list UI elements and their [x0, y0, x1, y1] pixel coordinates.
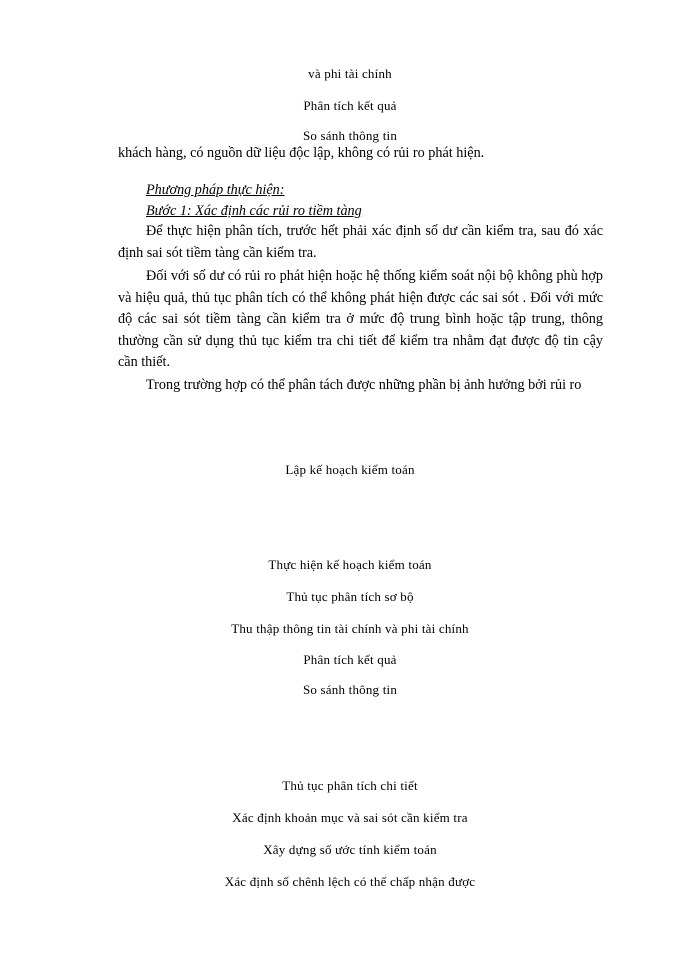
diagram-analyze-label: Phân tích kết quả	[303, 652, 397, 667]
paragraph-1: Để thực hiện phân tích, trước hết phải xác định số dư cần kiểm tra, sau đó xác định sai sót tiềm tàng cần kiểm tra.	[118, 223, 603, 261]
diagram-plan-label: Lập kế hoạch kiểm toán	[285, 462, 415, 477]
step1-heading: Bước 1: Xác định các rủi ro tiềm tàng	[146, 203, 362, 219]
diagram-compare-label: So sánh thông tin	[302, 682, 398, 697]
diagram-collect-label: Thu thập thông tin tài chính và phi tài chính	[231, 621, 469, 636]
continuation-line: khách hàng, có nguồn dữ liệu độc lập, không có rủi ro phát hiện.	[118, 145, 485, 161]
diagram-identify-label: Xác định khoản mục và sai sót cần kiểm tra	[232, 810, 468, 825]
diagram-preliminary-label: Thủ tục phân tích sơ bộ	[286, 589, 414, 604]
diagram-detailed-label: Thủ tục phân tích chi tiết	[282, 778, 418, 793]
flow-label-non-financial: và phi tài chính	[308, 66, 392, 81]
paragraph-3: Trong trường hợp có thể phân tách được những phần bị ảnh hưởng bởi rủi ro	[146, 377, 582, 393]
diagram-difference-label: Xác định số chênh lệch có thể chấp nhận được	[224, 874, 476, 889]
flow-label-compare-info: So sánh thông tin	[302, 128, 398, 143]
diagram-execute-label: Thực hiện kế hoạch kiểm toán	[268, 557, 432, 572]
flow-label-analyze-results: Phân tích kết quả	[303, 98, 397, 113]
diagram-estimate-label: Xây dựng số ước tính kiểm toán	[263, 842, 437, 857]
paragraph-2: Đối với số dư có rủi ro phát hiện hoặc hệ thống kiểm soát nội bộ không phù hợp và hiệu quả, thủ tục phân tích có thể không phát hiện được các sai sót . Đối với mức độ các sai sót tiềm tàng cần kiểm tra ở mức độ trung bình hoặc tập trung, thông thường cần sử dụng thủ tục kiểm tra chi tiết để kiểm tra nhằm đạt được độ tin cậy cần thiết.	[118, 268, 603, 370]
method-heading: Phương pháp thực hiện:	[146, 182, 285, 198]
